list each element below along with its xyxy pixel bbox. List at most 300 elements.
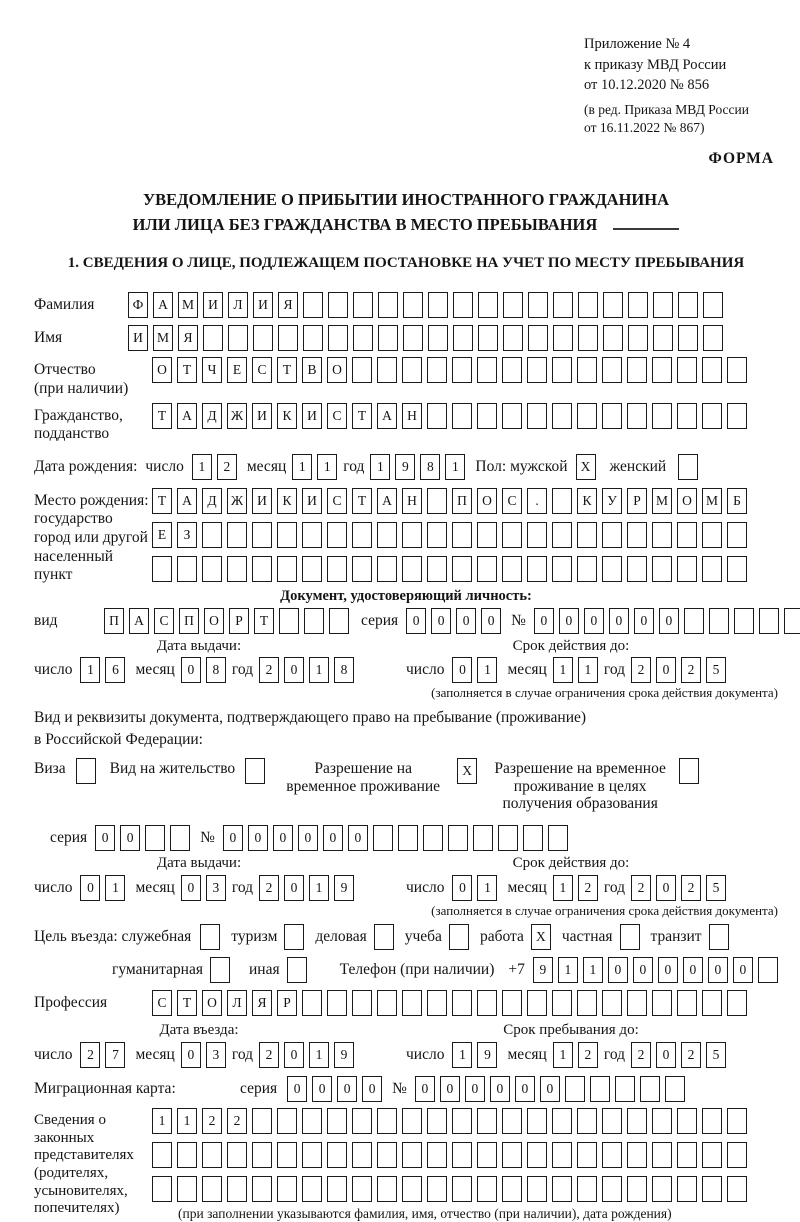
- char-box: [200, 924, 220, 950]
- char-box: 0: [456, 608, 476, 634]
- char-box: [502, 990, 522, 1016]
- char-box: [627, 522, 647, 548]
- char-box: 0: [181, 875, 201, 901]
- char-box: 1: [152, 1108, 172, 1134]
- day-label: число: [406, 878, 445, 896]
- char-box: [784, 608, 800, 634]
- issue-month-boxes: [181, 875, 226, 901]
- char-box: [427, 488, 447, 514]
- char-box: [452, 990, 472, 1016]
- char-box: [302, 1142, 322, 1168]
- char-box: Л: [227, 990, 247, 1016]
- char-box: [553, 292, 573, 318]
- char-box: 9: [334, 875, 354, 901]
- purpose-humanitarian-checkbox: [210, 957, 230, 983]
- char-box: 0: [452, 657, 472, 683]
- char-box: 2: [681, 1042, 701, 1068]
- char-box: 1: [553, 875, 573, 901]
- char-box: И: [302, 488, 322, 514]
- char-box: [578, 292, 598, 318]
- char-box: Я: [252, 990, 272, 1016]
- purpose-private-checkbox: [620, 924, 640, 950]
- char-box: X: [576, 454, 596, 480]
- char-box: 0: [248, 825, 268, 851]
- char-box: [577, 990, 597, 1016]
- char-box: [577, 357, 597, 383]
- issue-date-heading: Дата выдачи:: [156, 855, 242, 872]
- char-box: 3: [206, 875, 226, 901]
- char-box: Е: [152, 522, 172, 548]
- sex-female-label: женский: [609, 457, 667, 475]
- purpose-option: иная: [249, 957, 307, 983]
- char-box: И: [203, 292, 223, 318]
- char-box: 0: [415, 1076, 435, 1102]
- char-box: [453, 292, 473, 318]
- char-box: [402, 357, 422, 383]
- char-box: О: [202, 990, 222, 1016]
- purpose-option: деловая: [315, 924, 393, 950]
- char-box: [477, 1176, 497, 1202]
- char-box: [477, 403, 497, 429]
- char-box: [652, 990, 672, 1016]
- migration-number-boxes: [415, 1076, 685, 1102]
- char-box: [727, 990, 747, 1016]
- char-box: 1: [105, 875, 125, 901]
- char-box: [277, 1108, 297, 1134]
- char-box: 0: [287, 1076, 307, 1102]
- char-box: [677, 522, 697, 548]
- char-box: О: [677, 488, 697, 514]
- purpose-study-checkbox: [449, 924, 469, 950]
- number-label: №: [392, 1079, 407, 1097]
- char-box: [703, 325, 723, 351]
- representatives-note: (при заполнении указываются фамилия, имя, отчество (при наличии), дата рождения): [178, 1205, 672, 1221]
- birth-date-row: [34, 454, 778, 480]
- expiry-month-boxes: [553, 875, 598, 901]
- char-box: [502, 522, 522, 548]
- given-name-boxes: [128, 325, 723, 351]
- char-box: [678, 292, 698, 318]
- char-box: 0: [515, 1076, 535, 1102]
- char-box: П: [104, 608, 124, 634]
- char-box: [402, 1108, 422, 1134]
- purpose-option: частная: [562, 924, 640, 950]
- char-box: И: [252, 403, 272, 429]
- expiry-note: (заполняется в случае ограничения срока действия документа): [431, 902, 778, 918]
- char-box: [373, 825, 393, 851]
- char-box: [552, 990, 572, 1016]
- day-label: число: [34, 661, 73, 679]
- visit-purpose-row: [34, 924, 778, 950]
- char-box: [677, 1108, 697, 1134]
- char-box: [303, 325, 323, 351]
- char-box: [452, 1142, 472, 1168]
- entry-year-boxes: [259, 1042, 354, 1068]
- char-box: 0: [633, 957, 653, 983]
- char-box: [452, 556, 472, 582]
- char-box: [328, 325, 348, 351]
- char-box: [523, 825, 543, 851]
- char-box: [302, 1108, 322, 1134]
- char-box: 8: [334, 657, 354, 683]
- char-box: 0: [284, 657, 304, 683]
- char-box: 0: [284, 1042, 304, 1068]
- residence-doc-series-row: [50, 825, 778, 851]
- char-box: [328, 292, 348, 318]
- char-box: 0: [658, 957, 678, 983]
- char-box: [452, 522, 472, 548]
- char-box: [353, 292, 373, 318]
- month-label: месяц: [135, 1045, 175, 1063]
- char-box: [677, 357, 697, 383]
- char-box: 1: [445, 454, 465, 480]
- char-box: [652, 1142, 672, 1168]
- representatives-row-2: [152, 1142, 747, 1168]
- char-box: 0: [362, 1076, 382, 1102]
- char-box: 2: [80, 1042, 100, 1068]
- patronymic-boxes: [152, 357, 747, 383]
- char-box: [202, 522, 222, 548]
- migration-card-row: [34, 1076, 778, 1102]
- char-box: [377, 1108, 397, 1134]
- birth-place-rows: [152, 488, 747, 582]
- char-box: X: [531, 924, 551, 950]
- stay-day-boxes: [452, 1042, 497, 1068]
- month-label: месяц: [507, 878, 547, 896]
- char-box: С: [327, 403, 347, 429]
- char-box: [527, 556, 547, 582]
- char-box: [352, 1176, 372, 1202]
- char-box: [253, 325, 273, 351]
- char-box: [615, 1076, 635, 1102]
- char-box: [758, 957, 778, 983]
- char-box: [565, 1076, 585, 1102]
- char-box: [652, 522, 672, 548]
- purpose-work-checkbox: [531, 924, 551, 950]
- char-box: [652, 403, 672, 429]
- char-box: 2: [631, 875, 651, 901]
- char-box: 0: [181, 1042, 201, 1068]
- char-box: [452, 357, 472, 383]
- char-box: [652, 556, 672, 582]
- char-box: И: [302, 403, 322, 429]
- char-box: [653, 292, 673, 318]
- char-box: [477, 990, 497, 1016]
- char-box: [527, 357, 547, 383]
- year-label: год: [231, 661, 254, 679]
- char-box: [278, 325, 298, 351]
- char-box: 2: [631, 1042, 651, 1068]
- char-box: [402, 1142, 422, 1168]
- char-box: Д: [202, 488, 222, 514]
- char-box: [76, 758, 96, 784]
- char-box: [702, 1176, 722, 1202]
- char-box: [423, 825, 443, 851]
- char-box: [527, 522, 547, 548]
- char-box: [477, 1108, 497, 1134]
- char-box: П: [179, 608, 199, 634]
- char-box: [653, 325, 673, 351]
- year-label: год: [603, 878, 626, 896]
- visa-checkbox: [76, 758, 96, 784]
- char-box: [449, 924, 469, 950]
- char-box: [627, 990, 647, 1016]
- char-box: 0: [656, 657, 676, 683]
- char-box: [652, 1176, 672, 1202]
- option-visa: Виза: [34, 756, 96, 784]
- char-box: А: [153, 292, 173, 318]
- char-box: [352, 556, 372, 582]
- series-label: серия: [240, 1079, 278, 1097]
- given-name-row: [34, 325, 778, 351]
- char-box: 9: [334, 1042, 354, 1068]
- char-box: [329, 608, 349, 634]
- doc-kind-label: вид: [34, 611, 58, 629]
- char-box: [427, 522, 447, 548]
- patronymic-label: Отчество (при наличии): [34, 361, 129, 398]
- char-box: [678, 454, 698, 480]
- expiry-month-boxes: [553, 657, 598, 683]
- char-box: [352, 357, 372, 383]
- issue-year-boxes: [259, 657, 354, 683]
- issue-month-boxes: [181, 657, 226, 683]
- char-box: [353, 325, 373, 351]
- char-box: 0: [431, 608, 451, 634]
- char-box: [552, 522, 572, 548]
- residence-number-boxes: [223, 825, 568, 851]
- char-box: [478, 292, 498, 318]
- char-box: 1: [558, 957, 578, 983]
- doc-series-label: серия: [361, 611, 399, 629]
- char-box: О: [152, 357, 172, 383]
- char-box: 0: [80, 875, 100, 901]
- purpose-other-checkbox: [287, 957, 307, 983]
- expiry-day-boxes: [452, 875, 497, 901]
- year-label: год: [231, 1045, 254, 1063]
- char-box: Т: [177, 357, 197, 383]
- char-box: [602, 357, 622, 383]
- char-box: [590, 1076, 610, 1102]
- char-box: С: [154, 608, 174, 634]
- char-box: [477, 357, 497, 383]
- char-box: [378, 325, 398, 351]
- char-box: [378, 292, 398, 318]
- char-box: [403, 325, 423, 351]
- char-box: [252, 1176, 272, 1202]
- char-box: [702, 357, 722, 383]
- birth-place-label: Место рождения: государство город или другой населенный пункт: [34, 491, 149, 584]
- sex-male-label: Пол: мужской: [475, 457, 568, 475]
- char-box: Т: [352, 403, 372, 429]
- char-box: [352, 1108, 372, 1134]
- char-box: А: [377, 403, 397, 429]
- expiry-year-boxes: [631, 657, 726, 683]
- char-box: [620, 924, 640, 950]
- char-box: 2: [578, 1042, 598, 1068]
- char-box: С: [252, 357, 272, 383]
- char-box: [177, 1176, 197, 1202]
- char-box: [677, 1142, 697, 1168]
- char-box: 1: [477, 875, 497, 901]
- char-box: [727, 357, 747, 383]
- char-box: 2: [681, 657, 701, 683]
- char-box: [327, 990, 347, 1016]
- char-box: [527, 403, 547, 429]
- day-label: число: [406, 1045, 445, 1063]
- char-box: 1: [477, 657, 497, 683]
- purpose-option: туризм: [231, 924, 304, 950]
- birth-place-row-1: [152, 488, 747, 514]
- char-box: К: [277, 403, 297, 429]
- month-label: месяц: [135, 661, 175, 679]
- char-box: И: [128, 325, 148, 351]
- char-box: [627, 357, 647, 383]
- char-box: [603, 325, 623, 351]
- char-box: 0: [337, 1076, 357, 1102]
- citizenship-row: [34, 403, 778, 444]
- issue-day-boxes: [80, 875, 125, 901]
- char-box: [202, 1176, 222, 1202]
- stay-until-heading: Срок пребывания до:: [503, 1022, 639, 1039]
- char-box: О: [204, 608, 224, 634]
- char-box: [727, 556, 747, 582]
- char-box: 2: [578, 875, 598, 901]
- section1-title: 1. СВЕДЕНИЯ О ЛИЦЕ, ПОДЛЕЖАЩЕМ ПОСТАНОВКЕ НА УЧЕТ ПО МЕСТУ ПРЕБЫВАНИЯ: [67, 255, 745, 272]
- temporary-residence-checkbox: [457, 758, 477, 784]
- char-box: [245, 758, 265, 784]
- char-box: 0: [733, 957, 753, 983]
- char-box: [552, 403, 572, 429]
- char-box: 0: [284, 875, 304, 901]
- doc-number-boxes: [534, 608, 800, 634]
- char-box: И: [253, 292, 273, 318]
- char-box: [677, 1176, 697, 1202]
- month-label: месяц: [507, 1045, 547, 1063]
- char-box: [527, 990, 547, 1016]
- option-residence-permit: Вид на жительство: [110, 756, 266, 784]
- char-box: 0: [312, 1076, 332, 1102]
- char-box: [279, 608, 299, 634]
- representatives-row-1: [152, 1108, 747, 1134]
- char-box: 1: [578, 657, 598, 683]
- char-box: П: [452, 488, 472, 514]
- citizenship-boxes: [152, 403, 747, 429]
- char-box: [709, 924, 729, 950]
- char-box: [427, 403, 447, 429]
- char-box: 9: [395, 454, 415, 480]
- char-box: 0: [323, 825, 343, 851]
- char-box: 0: [659, 608, 679, 634]
- char-box: 0: [406, 608, 426, 634]
- char-box: [403, 292, 423, 318]
- char-box: Б: [727, 488, 747, 514]
- char-box: [302, 990, 322, 1016]
- char-box: [377, 990, 397, 1016]
- patronymic-row: [34, 357, 778, 398]
- char-box: А: [177, 488, 197, 514]
- char-box: 0: [273, 825, 293, 851]
- char-box: [452, 1108, 472, 1134]
- char-box: [627, 1142, 647, 1168]
- blank-line: [613, 228, 679, 230]
- issue-day-boxes: [80, 657, 125, 683]
- birth-year-boxes: [370, 454, 465, 480]
- char-box: [477, 1142, 497, 1168]
- char-box: А: [377, 488, 397, 514]
- char-box: Т: [277, 357, 297, 383]
- char-box: [684, 608, 704, 634]
- char-box: [252, 522, 272, 548]
- char-box: [302, 556, 322, 582]
- char-box: [677, 556, 697, 582]
- char-box: 1: [553, 1042, 573, 1068]
- char-box: С: [327, 488, 347, 514]
- char-box: 2: [631, 657, 651, 683]
- char-box: [203, 325, 223, 351]
- char-box: [377, 556, 397, 582]
- char-box: Л: [228, 292, 248, 318]
- stay-year-boxes: [631, 1042, 726, 1068]
- char-box: 0: [656, 875, 676, 901]
- char-box: 0: [608, 957, 628, 983]
- char-box: [428, 292, 448, 318]
- representatives-block: [34, 1108, 778, 1222]
- char-box: [377, 522, 397, 548]
- char-box: [227, 556, 247, 582]
- char-box: 5: [706, 657, 726, 683]
- char-box: [477, 556, 497, 582]
- amendment-line: от 16.11.2022 № 867): [584, 120, 705, 136]
- char-box: [402, 990, 422, 1016]
- char-box: Т: [177, 990, 197, 1016]
- expiry-year-boxes: [631, 875, 726, 901]
- char-box: [727, 403, 747, 429]
- char-box: 2: [259, 1042, 279, 1068]
- char-box: [702, 403, 722, 429]
- char-box: 2: [227, 1108, 247, 1134]
- char-box: 2: [217, 454, 237, 480]
- char-box: 0: [223, 825, 243, 851]
- purpose-option: работа X: [480, 924, 551, 950]
- appendix-line: к приказу МВД России: [584, 56, 727, 73]
- char-box: [327, 556, 347, 582]
- char-box: 1: [292, 454, 312, 480]
- visit-purpose-label: Цель въезда: служебная: [34, 928, 192, 946]
- char-box: Ж: [227, 488, 247, 514]
- char-box: 3: [206, 1042, 226, 1068]
- char-box: [327, 1108, 347, 1134]
- char-box: 1: [317, 454, 337, 480]
- char-box: [304, 608, 324, 634]
- char-box: [427, 1176, 447, 1202]
- char-box: [628, 325, 648, 351]
- char-box: [702, 556, 722, 582]
- char-box: [428, 325, 448, 351]
- char-box: 1: [583, 957, 603, 983]
- expiry-note: (заполняется в случае ограничения срока действия документа): [431, 685, 778, 701]
- char-box: [577, 1142, 597, 1168]
- char-box: [152, 1142, 172, 1168]
- char-box: [552, 488, 572, 514]
- char-box: 1: [452, 1042, 472, 1068]
- char-box: Р: [229, 608, 249, 634]
- char-box: 9: [477, 1042, 497, 1068]
- char-box: [602, 1142, 622, 1168]
- year-label: год: [603, 1045, 626, 1063]
- residence-permit-checkbox: [245, 758, 265, 784]
- appendix-line: Приложение № 4: [584, 36, 691, 52]
- char-box: Ж: [227, 403, 247, 429]
